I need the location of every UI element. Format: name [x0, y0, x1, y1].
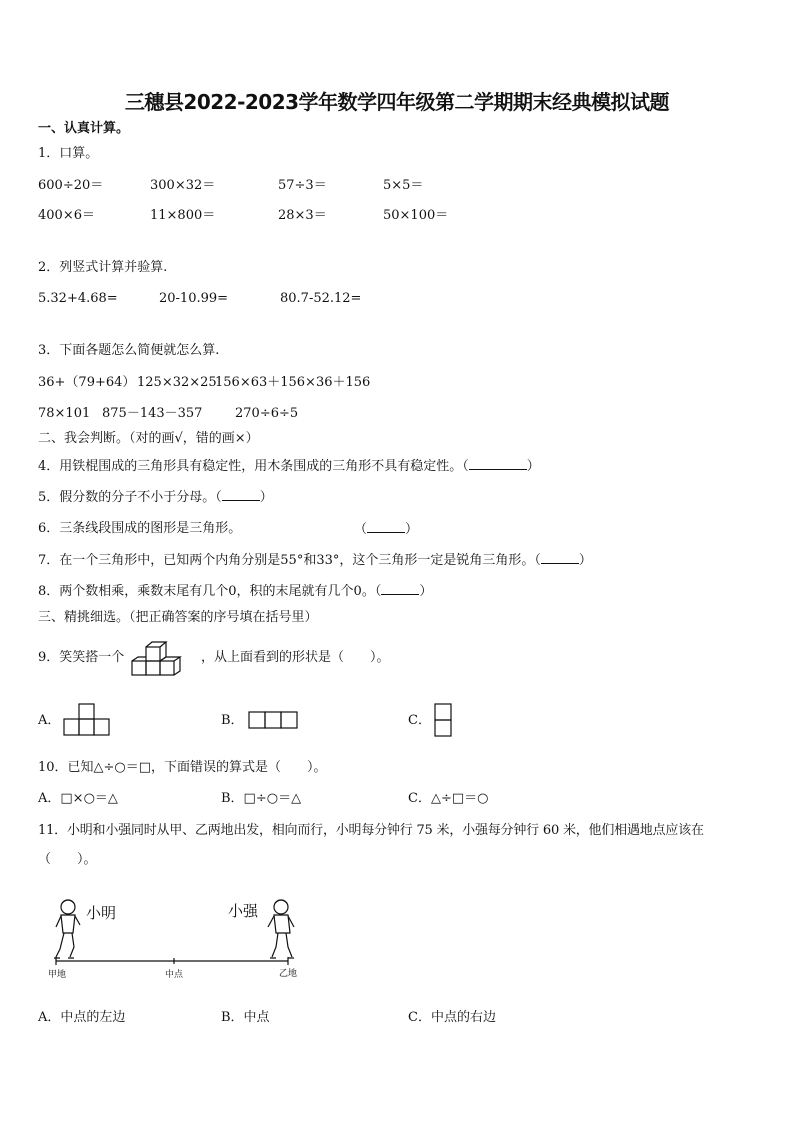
section-3-heading: 三、精挑细选。（把正确答案的序号填在括号里）	[38, 610, 318, 625]
label-end-point: 乙地	[279, 969, 298, 979]
q1-item: 600÷20＝	[38, 178, 104, 193]
close-paren: ）	[526, 459, 540, 474]
option-c-shape	[434, 703, 452, 737]
q6-answer	[354, 521, 418, 538]
option-a[interactable]: A．	[38, 713, 61, 728]
q4	[38, 458, 540, 475]
section-1-heading: 一、认真计算。	[38, 121, 130, 136]
label-xiaoqiang: 小强	[228, 902, 259, 920]
open-paren: （	[354, 522, 368, 537]
label-xiaoming: 小明	[86, 904, 117, 922]
answer-blank[interactable]	[367, 521, 405, 533]
q3-item: 78×101	[38, 406, 91, 421]
answer-blank[interactable]	[381, 583, 419, 595]
option-a[interactable]: A．□×○＝△	[38, 791, 118, 806]
q6-text: 6．三条线段围成的图形是三角形。	[38, 521, 242, 536]
q3-item: 125×32×25	[137, 375, 217, 390]
q1-item: 300×32＝	[150, 178, 216, 193]
person-left-icon	[54, 900, 80, 958]
cube-stack-figure	[131, 637, 187, 679]
label-start-point: 甲地	[48, 970, 67, 980]
q8	[38, 583, 432, 600]
q4-text: 4．用铁棍围成的三角形具有稳定性，用木条围成的三角形不具有稳定性。（	[38, 459, 469, 474]
answer-blank[interactable]	[541, 552, 579, 564]
q5	[38, 489, 273, 506]
q3-item: 36+（79+64）	[38, 375, 136, 390]
answer-blank[interactable]	[469, 458, 527, 470]
q3-item: 875－143－357	[102, 406, 203, 421]
option-c[interactable]: C．中点的右边	[408, 1010, 496, 1025]
label-midpoint: 中点	[165, 970, 184, 980]
q9-pre: 9．笑笑搭一个	[38, 650, 125, 665]
option-a-shape	[63, 703, 111, 737]
close-paren: ）	[259, 490, 273, 505]
page-title: 三穗县2022-2023学年数学四年级第二学期期末经典模拟试题	[124, 90, 670, 114]
q1-item: 50×100＝	[383, 208, 449, 223]
q10-stem: 10．已知△÷○＝□，下面错误的算式是（ ）。	[38, 760, 327, 775]
option-b[interactable]: B．□÷○＝△	[221, 791, 302, 806]
q1-item: 57÷3＝	[278, 178, 327, 193]
q3-label: 3．下面各题怎么简便就怎么算.	[38, 343, 220, 358]
q2-item: 20-10.99=	[159, 291, 229, 306]
q7-text: 7．在一个三角形中，已知两个内角分别是55°和33°，这个三角形一定是锐角三角形。（	[38, 553, 541, 568]
close-paren: ）	[405, 522, 419, 537]
q1-item: 11×800＝	[150, 208, 216, 223]
option-b-shape	[248, 711, 298, 729]
distance-line	[56, 957, 288, 965]
q1-item: 28×3＝	[278, 208, 327, 223]
q11-stem-line2: （ ）。	[38, 852, 97, 867]
person-right-icon	[268, 900, 294, 958]
q5-text: 5．假分数的分子不小于分母。（	[38, 490, 222, 505]
q7	[38, 552, 592, 569]
option-a[interactable]: A．中点的左边	[38, 1010, 126, 1025]
q9-post: ，从上面看到的形状是（ ）。	[201, 650, 390, 665]
q3-item: 156×63＋156×36＋156	[215, 375, 371, 390]
answer-blank[interactable]	[222, 489, 260, 501]
q3-item: 270÷6÷5	[235, 406, 299, 421]
option-c[interactable]: C．△÷□＝○	[408, 791, 489, 806]
q2-item: 80.7-52.12=	[280, 291, 362, 306]
option-c[interactable]: C．	[408, 713, 431, 728]
close-paren: ）	[419, 584, 433, 599]
q1-label: 1．口算。	[38, 146, 99, 161]
q2-item: 5.32+4.68=	[38, 291, 118, 306]
q1-item: 5×5＝	[383, 178, 424, 193]
q1-item: 400×6＝	[38, 208, 95, 223]
option-b[interactable]: B．	[221, 713, 244, 728]
q2-label: 2．列竖式计算并验算.	[38, 260, 168, 275]
section-2-heading: 二、我会判断。（对的画√，错的画×）	[38, 431, 259, 446]
q8-text: 8．两个数相乘，乘数末尾有几个0，积的末尾就有几个0。（	[38, 584, 382, 599]
close-paren: ）	[578, 553, 592, 568]
option-b[interactable]: B．中点	[221, 1010, 270, 1025]
q11-stem-line1: 11．小明和小强同时从甲、乙两地出发，相向而行，小明每分钟行 75 米，小强每分钟行 60 米，他们相遇地点应该在	[38, 823, 704, 838]
